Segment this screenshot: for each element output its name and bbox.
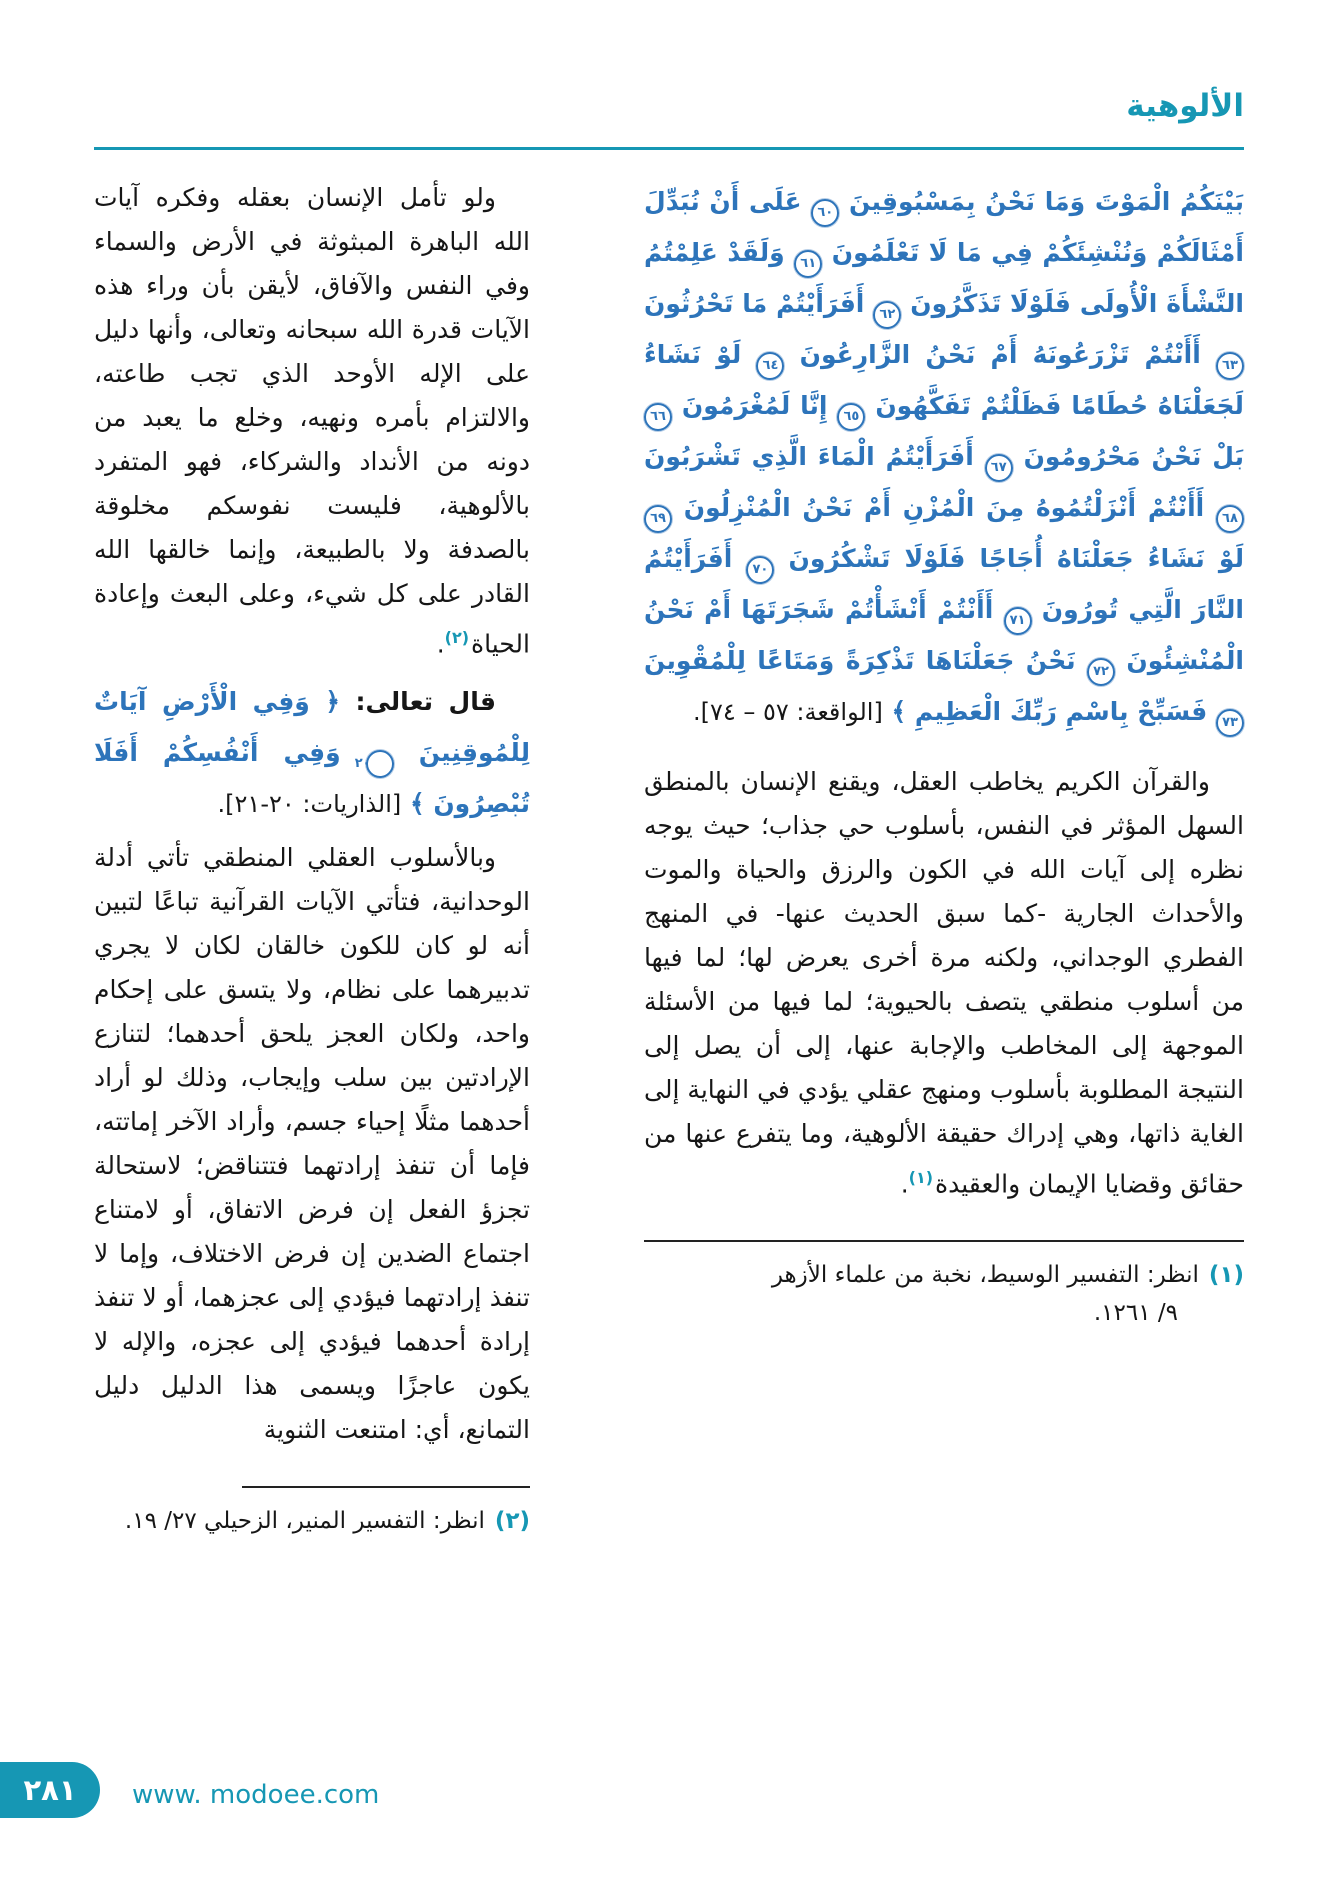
quran-text: أَفَرَأَيْتُمُ الْمَاءَ الَّذِي تَشْرَبُونَ bbox=[644, 442, 974, 471]
footnote-marker-2: (٢) bbox=[444, 628, 470, 647]
footnote-area-left bbox=[94, 1486, 530, 1540]
footnote-1-text-line2: ٩/ ١٢٦١. bbox=[1093, 1300, 1178, 1327]
ayah-number-medallion: ٦٨ bbox=[1216, 505, 1244, 533]
ayah-number-medallion: ٦١ bbox=[794, 250, 822, 278]
quran-text: عَلَى أَنْ نُبَدِّلَ أَمْثَالَكُمْ وَنُنْشِئَكُمْ فِي مَا لَا تَعْلَمُونَ bbox=[644, 187, 1244, 267]
quote-intro: قال تعالى: bbox=[355, 687, 497, 717]
footnote-marker-1: (١) bbox=[908, 1168, 934, 1187]
quran-text: لَوْ نَشَاءُ لَجَعَلْنَاهُ حُطَامًا فَظَلْتُمْ تَفَكَّهُونَ bbox=[644, 340, 1244, 420]
quran-text: ﴿ وَفِي الْأَرْضِ آيَاتٌ لِلْمُوقِنِينَ bbox=[94, 687, 530, 768]
paragraph-text: ولو تأمل الإنسان بعقله وفكره آيات الله الباهرة المبثوثة في الأرض والسماء وفي النفس والآفاق، لأيقن بأن وراء هذه الآيات قدرة الله سبحانه وتعالى، وأنها دليل على الإله الأوحد الذي تجب طاعته، والالتزام بأمره ونهيه، وخلع ما يعبد من دونه من الأنداد والشركاء، فهو المتفرد بالألوهية، فليست نفوسكم مخلوقة بالصدفة ولا بالطبيعة، وإنما خالقها الله القادر على كل شيء، وعلى البعث وإعادة الحياة bbox=[94, 183, 530, 659]
footnote-divider-left bbox=[242, 1486, 530, 1488]
quran-text: أَأَنْتُمْ تَزْرَعُونَهُ أَمْ نَحْنُ الزَّارِعُونَ bbox=[799, 340, 1201, 369]
paragraph-quran-addresses-mind bbox=[644, 760, 1244, 1206]
footnote-area-right bbox=[644, 1240, 1244, 1332]
quran-text: إِنَّا لَمُغْرَمُونَ bbox=[681, 391, 828, 420]
footnote-2-text: انظر: التفسير المنير، الزحيلي ٢٧/ ١٩. bbox=[124, 1508, 485, 1535]
footnote-2 bbox=[94, 1502, 530, 1540]
quran-text: أَأَنْتُمْ أَنْشَأْتُمْ شَجَرَتَهَا أَمْ نَحْنُ الْمُنْشِئُونَ bbox=[644, 595, 1244, 675]
ayah-number-medallion: ٦٥ bbox=[837, 403, 865, 431]
verse-reference: [الذاريات: ٢٠-٢١]. bbox=[217, 790, 402, 819]
ayah-number-medallion: ٧١ bbox=[1004, 607, 1032, 635]
paragraph-contemplation-of-signs bbox=[94, 176, 530, 666]
quran-text: لَوْ نَشَاءُ جَعَلْنَاهُ أُجَاجًا فَلَوْلَا تَشْكُرُونَ bbox=[788, 544, 1244, 573]
footnote-2-number: (٢) bbox=[494, 1508, 530, 1535]
ayah-number-medallion: ٦٩ bbox=[644, 505, 672, 533]
quran-text: بَلْ نَحْنُ مَحْرُومُونَ bbox=[1023, 442, 1244, 471]
quran-quote-dhariyat bbox=[94, 676, 530, 830]
quran-text: نَحْنُ جَعَلْنَاهَا تَذْكِرَةً وَمَتَاعًا لِلْمُقْوِينَ bbox=[644, 646, 1076, 675]
quran-text: أَفَرَأَيْتُمْ مَا تَحْرُثُونَ bbox=[644, 289, 865, 318]
footnote-1-number: (١) bbox=[1208, 1262, 1244, 1289]
paragraph-tail: . bbox=[436, 629, 445, 659]
quran-text: أَفَرَأَيْتُمُ النَّارَ الَّتِي تُورُونَ bbox=[644, 544, 1244, 624]
footnote-divider-right bbox=[644, 1240, 1244, 1242]
quran-passage-waqiah bbox=[644, 176, 1244, 738]
ayah-number-medallion: ٦٦ bbox=[644, 403, 672, 431]
paragraph-tail: . bbox=[900, 1169, 909, 1199]
ayah-number-medallion: ٦٣ bbox=[1216, 352, 1244, 380]
quran-text: وَفِي أَنْفُسِكُمْ أَفَلَا تُبْصِرُونَ ﴾ bbox=[94, 738, 530, 819]
ayah-number-medallion: ٦٧ bbox=[985, 454, 1013, 482]
footnote-1 bbox=[644, 1256, 1244, 1332]
column-left bbox=[94, 176, 530, 1540]
ayah-number-medallion: ٧٢ bbox=[1087, 658, 1115, 686]
quran-text: فَسَبِّحْ بِاسْمِ رَبِّكَ الْعَظِيمِ ﴾ bbox=[891, 697, 1208, 726]
ayah-number-medallion: ٧٣ bbox=[1216, 709, 1244, 737]
content-columns bbox=[94, 176, 1244, 1540]
page-number-tab bbox=[0, 1762, 100, 1818]
ayah-number-medallion: ٦٠ bbox=[811, 199, 839, 227]
paragraph-rational-proof-tamanu bbox=[94, 836, 530, 1452]
header-divider bbox=[94, 147, 1244, 150]
paragraph-text: والقرآن الكريم يخاطب العقل، ويقنع الإنسان بالمنطق السهل المؤثر في النفس، بأسلوب حي جذاب؛ حيث يوجه نظره إلى آيات الله في الكون والرزق والحياة والموت والأحداث الجارية -كما سبق الحديث عنها- في المنهج الفطري الوجداني، ولكنه مرة أخرى يعرض لها؛ لما فيها من أسلوب منطقي يتصف بالحيوية؛ لما فيها من الأسئلة الموجهة إلى المخاطب والإجابة عنها، إلى أن يصل إلى النتيجة المطلوبة بأسلوب ومنهج عقلي يؤدي في النهاية إلى الغاية ذاتها، وهي إدراك حقيقة الألوهية، وما يتفرع عنها من حقائق وقضايا الإيمان والعقيدة bbox=[644, 767, 1244, 1199]
footnote-1-text-line1: انظر: التفسير الوسيط، نخبة من علماء الأزهر bbox=[771, 1262, 1199, 1289]
website-url: www. modoee.com bbox=[132, 1780, 380, 1810]
page-number: ٢٨١ bbox=[23, 1773, 77, 1807]
ayah-number-medallion: ٢٠ bbox=[366, 750, 394, 778]
ayah-number-medallion: ٧٠ bbox=[746, 556, 774, 584]
quran-text: بَيْنَكُمُ الْمَوْتَ وَمَا نَحْنُ بِمَسْبُوقِينَ bbox=[848, 187, 1244, 216]
quran-text: وَلَقَدْ عَلِمْتُمُ النَّشْأَةَ الْأُولَى فَلَوْلَا تَذَكَّرُونَ bbox=[644, 238, 1244, 318]
quran-text: أَأَنْتُمْ أَنْزَلْتُمُوهُ مِنَ الْمُزْنِ أَمْ نَحْنُ الْمُنْزِلُونَ bbox=[683, 493, 1205, 522]
column-right bbox=[644, 176, 1244, 1332]
paragraph-text: وبالأسلوب العقلي المنطقي تأتي أدلة الوحدانية، فتأتي الآيات القرآنية تباعًا لتبين أنه لو كان للكون خالقان لكان لا يجري تدبيرهما على نظام، ولا يتسق على إحكام واحد، ولكان العجز يلحق أحدهما؛ لتنازع الإرادتين بين سلب وإيجاب، وذلك لو أراد أحدهما مثلًا إحياء جسم، وأراد الآخر إماتته، فإما أن تنفذ إرادتهما فتتناقض؛ لاستحالة تجزؤ الفعل إن فرض الاتفاق، أو لامتناع اجتماع الضدين إن فرض الاختلاف، وإما لا تنفذ إرادتهما فيؤدي إلى عجزهما، أو لا تنفذ إرادة أحدهما فيؤدي إلى عجزه، والإله لا يكون عاجزًا ويسمى هذا الدليل دليل التمانع، أي: امتنعت الثنوية bbox=[94, 843, 530, 1445]
verse-reference: [الواقعة: ٥٧ – ٧٤]. bbox=[692, 698, 883, 726]
page-header-title: الألوهية bbox=[1126, 88, 1244, 124]
ayah-number-medallion: ٦٢ bbox=[873, 301, 901, 329]
ayah-number-medallion: ٦٤ bbox=[756, 352, 784, 380]
